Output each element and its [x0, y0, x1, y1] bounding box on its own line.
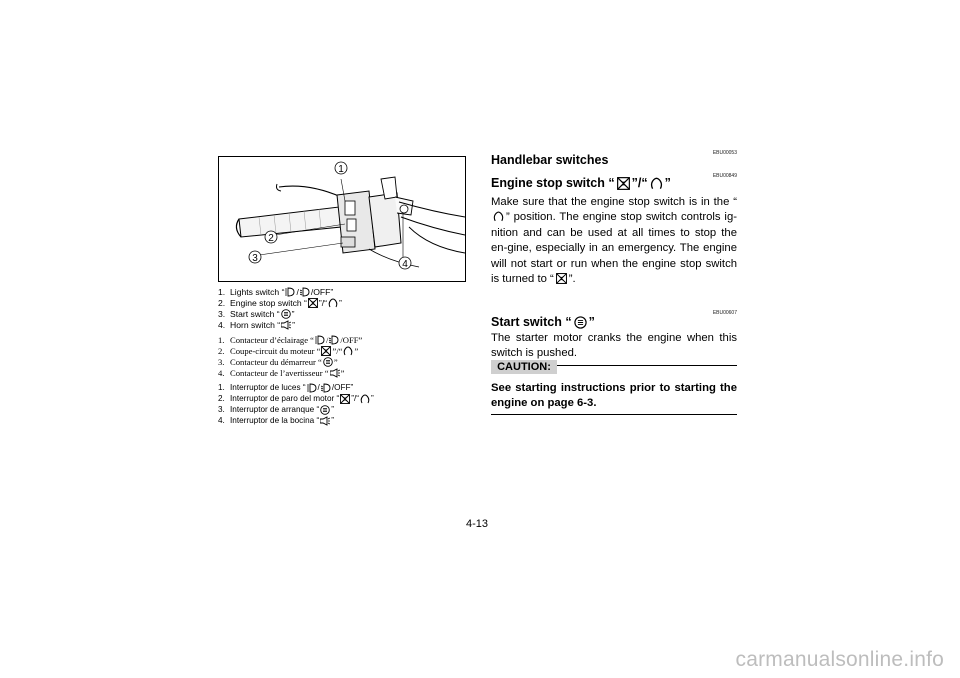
caption-item: [218, 319, 473, 330]
section-code: EBU00053: [712, 150, 737, 156]
horn-icon: [330, 368, 340, 378]
caption-item: 2. Interruptor de paro del motor “ ”/“ ”: [218, 394, 374, 403]
caption-item: 1. Interruptor de luces “ / /OFF”: [218, 383, 354, 392]
caption-text: Engine stop switch “: [230, 297, 307, 308]
caption-text: Interruptor de luces “: [230, 383, 306, 392]
engine-off-icon: [556, 273, 567, 284]
horn-icon: [281, 320, 291, 330]
caption-number: 4.: [218, 416, 225, 425]
caption-item: [218, 367, 473, 378]
section-code: EBU00849: [712, 173, 737, 179]
caption-item: 1. Contacteur d’éclairage “ / /OFF”: [218, 334, 363, 345]
caption-list-french: [218, 334, 473, 378]
callout-3: [249, 251, 261, 264]
heading-text-end: ”: [588, 315, 595, 329]
caption-item: 2. Coupe-circuit du moteur “ ”/“ ”: [218, 345, 359, 356]
caption-list-spanish: [218, 382, 473, 426]
caption-text-end: ”: [370, 394, 374, 403]
caption-number: 3.: [218, 356, 225, 367]
svg-text:3: 3: [252, 253, 258, 264]
section-code: EBU00607: [712, 310, 737, 316]
caption-text-end: ”: [291, 308, 295, 319]
caption-text-end: ”: [333, 356, 338, 367]
caution-text: See starting instructions prior to starting the engine on page 6-3.: [491, 382, 737, 410]
callout-2: [265, 231, 277, 244]
subsection-heading-engine-stop: [491, 176, 671, 190]
caption-number: 1.: [218, 383, 225, 392]
section-heading: Handlebar switches: [491, 153, 609, 167]
page-number: 4-13: [466, 518, 489, 530]
handlebar-illustration: [219, 157, 465, 281]
engine-run-icon: [650, 177, 663, 190]
caption-list-english: [218, 286, 473, 330]
subsection-heading-start: [491, 315, 595, 329]
caption-text-end: ”: [292, 319, 296, 330]
engine-off-icon: [321, 346, 331, 356]
caption-number: 1.: [218, 334, 225, 345]
caption-text-end: ”: [339, 297, 342, 308]
svg-text:2: 2: [268, 233, 274, 244]
paragraph-text: ” position. The engine stop switch controls ig-nition and can be used at all times to stop the en-gine, especially in an emergency. The engine will not start or run when the engine stop switch is turned to “: [491, 211, 737, 286]
caption-text: Contacteur du démarreur “: [230, 356, 322, 367]
engine-run-icon: [343, 346, 353, 356]
engine-run-icon: [360, 394, 370, 404]
caption-text-end: ”: [331, 416, 334, 425]
caption-text-end: /OFF”: [331, 383, 354, 392]
caption-text: Coupe-circuit du moteur “: [230, 345, 321, 356]
headlight-high-icon: [315, 335, 325, 345]
caption-number: 4.: [218, 319, 226, 330]
caption-number: 2.: [218, 297, 226, 308]
engine-run-icon: [328, 298, 338, 308]
caption-item: 1. Lights switch “ / /OFF”: [218, 286, 334, 297]
caption-item: [218, 308, 473, 319]
caption-item: [218, 356, 473, 367]
caption-text-end: ”: [354, 345, 359, 356]
heading-text: Engine stop switch “: [491, 176, 615, 190]
caption-number: 2.: [218, 394, 225, 403]
start-paragraph: The starter motor cranks the engine when this switch is pushed.: [491, 332, 737, 360]
heading-text-mid: ”/“: [631, 176, 648, 190]
starter-icon: [281, 309, 291, 319]
caption-number: 1.: [218, 286, 226, 297]
headlight-low-icon: [329, 335, 339, 345]
callout-1: [335, 162, 347, 175]
caption-item: [218, 404, 473, 415]
heading-text-end: ”: [664, 176, 671, 190]
watermark: carmanualsonline.info: [735, 648, 944, 671]
headlight-high-icon: [307, 383, 317, 393]
callout-4: [399, 257, 411, 270]
heading-text: Start switch “: [491, 315, 572, 329]
caption-number: 3.: [218, 308, 226, 319]
horn-icon: [320, 416, 330, 426]
caption-item: [218, 415, 473, 426]
caption-text: Interruptor de la bocina “: [230, 416, 320, 425]
headlight-high-icon: [285, 287, 295, 297]
caption-text: Interruptor de paro del motor “: [230, 394, 340, 403]
headlight-low-icon: [321, 383, 331, 393]
svg-text:1: 1: [338, 164, 344, 175]
caption-text: Interruptor de arranque “: [230, 405, 320, 414]
starter-icon: [323, 357, 333, 367]
caption-number: 4.: [218, 367, 225, 378]
caption-item: 2. Engine stop switch “ ”/“ ”: [218, 297, 342, 308]
engine-stop-paragraph: [491, 195, 737, 287]
caption-text: Horn switch “: [230, 319, 281, 330]
caption-text: Contacteur de l’avertisseur “: [230, 367, 329, 378]
caption-text-end: ”: [340, 367, 345, 378]
starter-icon: [320, 405, 330, 415]
caption-text: Start switch “: [230, 308, 280, 319]
caption-text-end: /OFF”: [310, 286, 334, 297]
caption-text: Contacteur d’éclairage “: [230, 334, 314, 345]
svg-text:4: 4: [402, 259, 408, 270]
engine-off-icon: [340, 394, 350, 404]
caption-text: Lights switch “: [230, 286, 285, 297]
engine-off-icon: [617, 177, 630, 190]
caption-text-end: ”: [331, 405, 334, 414]
caution-bottom-rule: [491, 414, 737, 415]
handlebar-switch-figure: [218, 156, 466, 282]
caption-number: 3.: [218, 405, 225, 414]
starter-icon: [574, 316, 587, 329]
headlight-low-icon: [300, 287, 310, 297]
paragraph-text: Make sure that the engine stop switch is in the “: [491, 196, 737, 208]
paragraph-text: ”.: [568, 273, 576, 286]
caution-label: CAUTION:: [491, 360, 557, 374]
engine-run-icon: [493, 211, 504, 222]
caption-text-end: /OFF”: [340, 334, 363, 345]
caption-number: 2.: [218, 345, 225, 356]
engine-off-icon: [308, 298, 318, 308]
